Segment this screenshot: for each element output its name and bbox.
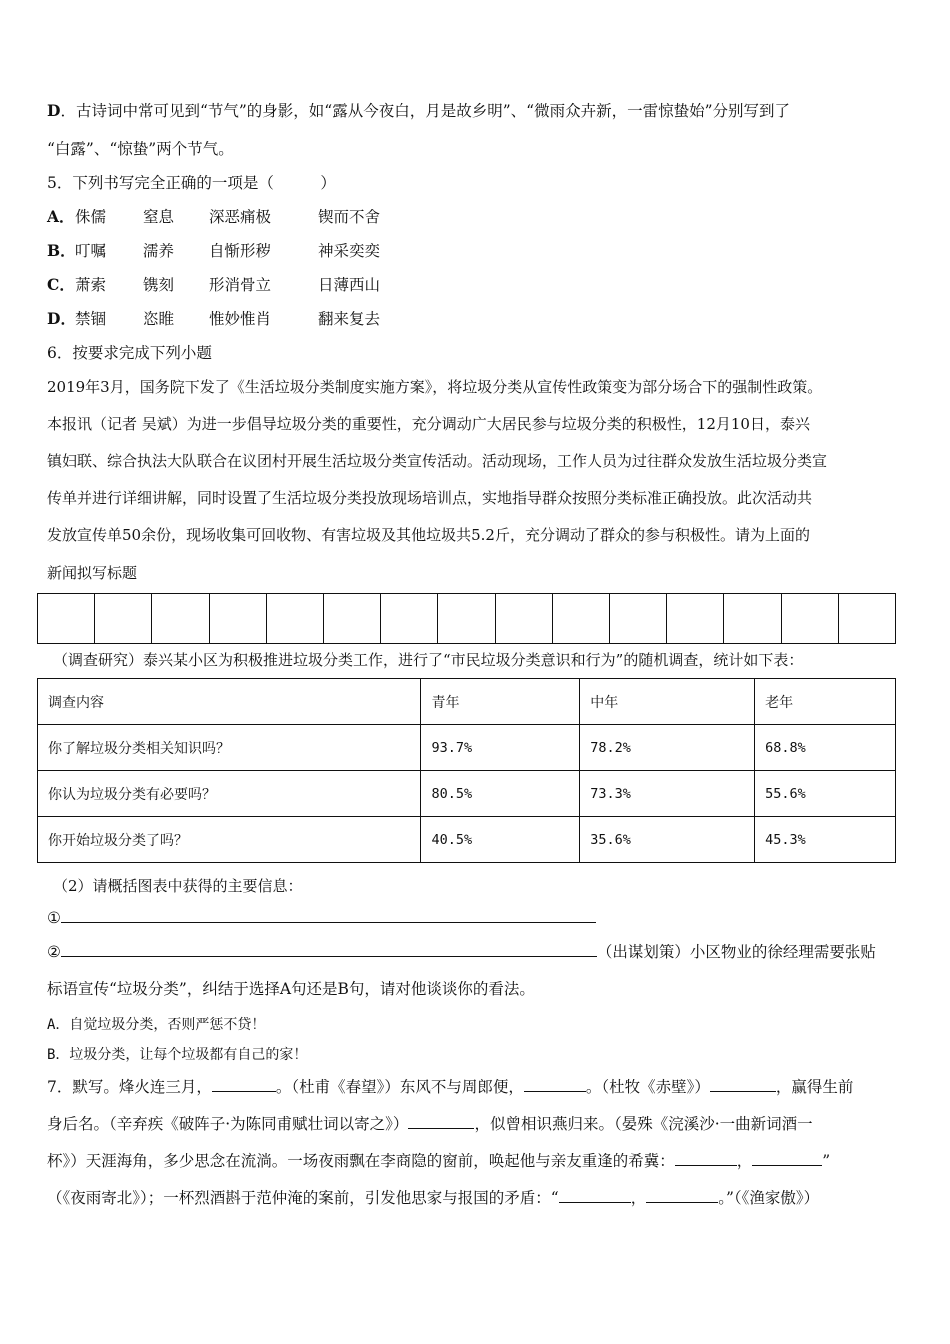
q7-text: ，: [630, 1189, 647, 1207]
grid-cell[interactable]: [781, 594, 838, 643]
table-cell: 你了解垃圾分类相关知识吗？: [38, 725, 421, 771]
option-word: 翻来复去: [318, 310, 381, 328]
option-letter: D．: [47, 309, 76, 328]
q7-text: 身后名。（辛弃疾《破阵子·为陈同甫赋壮词以寄之》）: [47, 1115, 409, 1133]
option-letter: D: [47, 101, 61, 120]
q7-text: 。”（《渔家傲》）: [718, 1189, 820, 1207]
q5-option: [47, 241, 407, 261]
option-word: 日薄西山: [318, 276, 381, 294]
table-header: 调查内容: [38, 679, 421, 725]
option-word: 自惭形秽: [209, 242, 272, 260]
grid-cell[interactable]: [209, 594, 266, 643]
option-word: 惟妙惟肖: [209, 310, 272, 328]
option-letter: A．: [47, 207, 75, 226]
grid-cell[interactable]: [38, 594, 94, 643]
table-row: [38, 771, 896, 817]
q7-line3: [47, 1151, 830, 1171]
passage-line: 传单并进行详细讲解，同时设置了生活垃圾分类投放现场培训点，实地指导群众按照分类标准正确投放。此次活动共: [47, 489, 813, 507]
q7-text: 7．默写。烽火连三月，: [47, 1078, 212, 1096]
table-cell: 35.6%: [580, 817, 755, 863]
blank[interactable]: [752, 1151, 822, 1166]
q7-text: ，似曾相识燕归来。（晏殊《浣溪沙·一曲新词酒一: [474, 1115, 813, 1133]
blank[interactable]: [710, 1077, 776, 1092]
grid-cell[interactable]: [609, 594, 666, 643]
table-cell: 93.7%: [421, 725, 580, 771]
option-word: 萧索: [75, 276, 107, 294]
table-cell: 40.5%: [421, 817, 580, 863]
title-writing-grid[interactable]: [37, 593, 896, 644]
survey-intro: （调查研究）泰兴某小区为积极推进垃圾分类工作，进行了“市民垃圾分类意识和行为”的随机调查，统计如下表：: [53, 651, 804, 669]
option-word: 深恶痛极: [209, 208, 272, 226]
blank[interactable]: [524, 1077, 586, 1092]
q7-text: 杯》）天涯海角，多少思念在流淌。一场夜雨飘在李商隐的窗前，唤起他与亲友重逢的希冀：: [47, 1152, 675, 1170]
table-cell: 你开始垃圾分类了吗？: [38, 817, 421, 863]
q7-text: （《夜雨寄北》）；一杯烈酒斟于范仲淹的案前，引发他思家与报国的矛盾：“: [47, 1189, 559, 1207]
grid-cell[interactable]: [723, 594, 780, 643]
option-letter: C．: [47, 275, 75, 294]
passage-line: 镇妇联、综合执法大队联合在议团村开展生活垃圾分类宣传活动。活动现场，工作人员为过往群众发放生活垃圾分类宣: [47, 452, 828, 470]
grid-cell[interactable]: [323, 594, 380, 643]
answer-blank-1[interactable]: [61, 908, 596, 923]
q4-option-d-line2: “白露”、“惊蛰”两个节气。: [47, 140, 234, 158]
option-word: 濡养: [143, 242, 175, 260]
table-row: [38, 817, 896, 863]
q7-line2: [47, 1114, 813, 1134]
option-word: 锲而不舍: [318, 208, 381, 226]
choice-b: B．垃圾分类，让每个垃圾都有自己的家！: [47, 1047, 308, 1063]
table-header: 中年: [580, 679, 755, 725]
option-word: 神采奕奕: [318, 242, 381, 260]
q4-option-d-text: ．古诗词中常可见到“节气”的身影，如“露从今夜白，月是故乡明”、“微雨众卉新，一雷惊蛰始”分别写到了: [60, 102, 791, 120]
answer-line-2: [47, 942, 876, 962]
passage-line: 本报讯（记者 吴斌）为进一步倡导垃圾分类的重要性，充分调动广大居民参与垃圾分类的积极性，12月10日，泰兴: [47, 415, 810, 433]
circled-2: ②: [47, 943, 61, 961]
q5-option: [47, 207, 407, 227]
sub-question-2: （2）请概括图表中获得的主要信息：: [53, 877, 303, 895]
q5-stem: 5．下列书写完全正确的一项是（ ）: [47, 174, 336, 192]
q7-text: ”: [822, 1152, 831, 1170]
table-row: [38, 725, 896, 771]
passage-line: 发放宣传单50余份，现场收集可回收物、有害垃圾及其他垃圾共5.2斤，充分调动了群众的参与积极性。请为上面的: [47, 526, 810, 544]
grid-cell[interactable]: [838, 594, 895, 643]
grid-cell[interactable]: [552, 594, 609, 643]
blank[interactable]: [408, 1114, 474, 1129]
passage-line: 新闻拟写标题: [47, 564, 138, 582]
grid-cell[interactable]: [151, 594, 208, 643]
option-letter: B．: [47, 241, 76, 260]
grid-cell[interactable]: [495, 594, 552, 643]
option-word: 恣睢: [143, 310, 175, 328]
grid-cell[interactable]: [94, 594, 151, 643]
option-word: 叮嘱: [75, 242, 107, 260]
table-cell: 68.8%: [755, 725, 896, 771]
choice-a: A．自觉垃圾分类，否则严惩不贷！: [47, 1017, 266, 1033]
table-cell: 78.2%: [580, 725, 755, 771]
table-header-row: [38, 679, 896, 725]
q7-text: ，: [736, 1152, 753, 1170]
option-word: 镌刻: [143, 276, 175, 294]
blank[interactable]: [675, 1151, 737, 1166]
option-word: 形消骨立: [209, 276, 272, 294]
q7-text: ，赢得生前: [775, 1078, 854, 1096]
option-word: 窒息: [143, 208, 175, 226]
plan-text: （出谋划策）小区物业的徐经理需要张贴: [596, 943, 876, 961]
q7-text: 。（杜甫《春望》）东风不与周郎便，: [275, 1078, 524, 1096]
plan-text-2: 标语宣传“垃圾分类”，纠结于选择A句还是B句，请对他谈谈你的看法。: [47, 980, 535, 998]
table-cell: 你认为垃圾分类有必要吗？: [38, 771, 421, 817]
q5-option: [47, 275, 407, 295]
grid-cell[interactable]: [266, 594, 323, 643]
table-cell: 73.3%: [580, 771, 755, 817]
q7-text: 。（杜牧《赤壁》）: [585, 1078, 710, 1096]
answer-blank-2[interactable]: [61, 942, 597, 957]
table-cell: 80.5%: [421, 771, 580, 817]
option-word: 禁锢: [75, 310, 107, 328]
q5-option: [47, 309, 407, 329]
q7-line1: [47, 1077, 853, 1097]
table-cell: 55.6%: [755, 771, 896, 817]
blank[interactable]: [212, 1077, 276, 1092]
table-header: 青年: [421, 679, 580, 725]
answer-line-1: [47, 908, 596, 928]
circled-1: ①: [47, 909, 61, 927]
passage-line: 2019年3月，国务院下发了《生活垃圾分类制度实施方案》，将垃圾分类从宣传性政策变为部分场合下的强制性政策。: [47, 378, 823, 396]
grid-cell[interactable]: [666, 594, 723, 643]
survey-table: [37, 678, 896, 863]
grid-cell[interactable]: [380, 594, 437, 643]
table-cell: 45.3%: [755, 817, 896, 863]
option-word: 侏儒: [75, 208, 107, 226]
q7-line4: [47, 1188, 819, 1208]
q4-option-d-line1: [47, 101, 790, 121]
blank[interactable]: [646, 1188, 718, 1203]
blank[interactable]: [559, 1188, 631, 1203]
q6-stem: 6．按要求完成下列小题: [47, 344, 212, 362]
grid-cell[interactable]: [437, 594, 494, 643]
table-header: 老年: [755, 679, 896, 725]
